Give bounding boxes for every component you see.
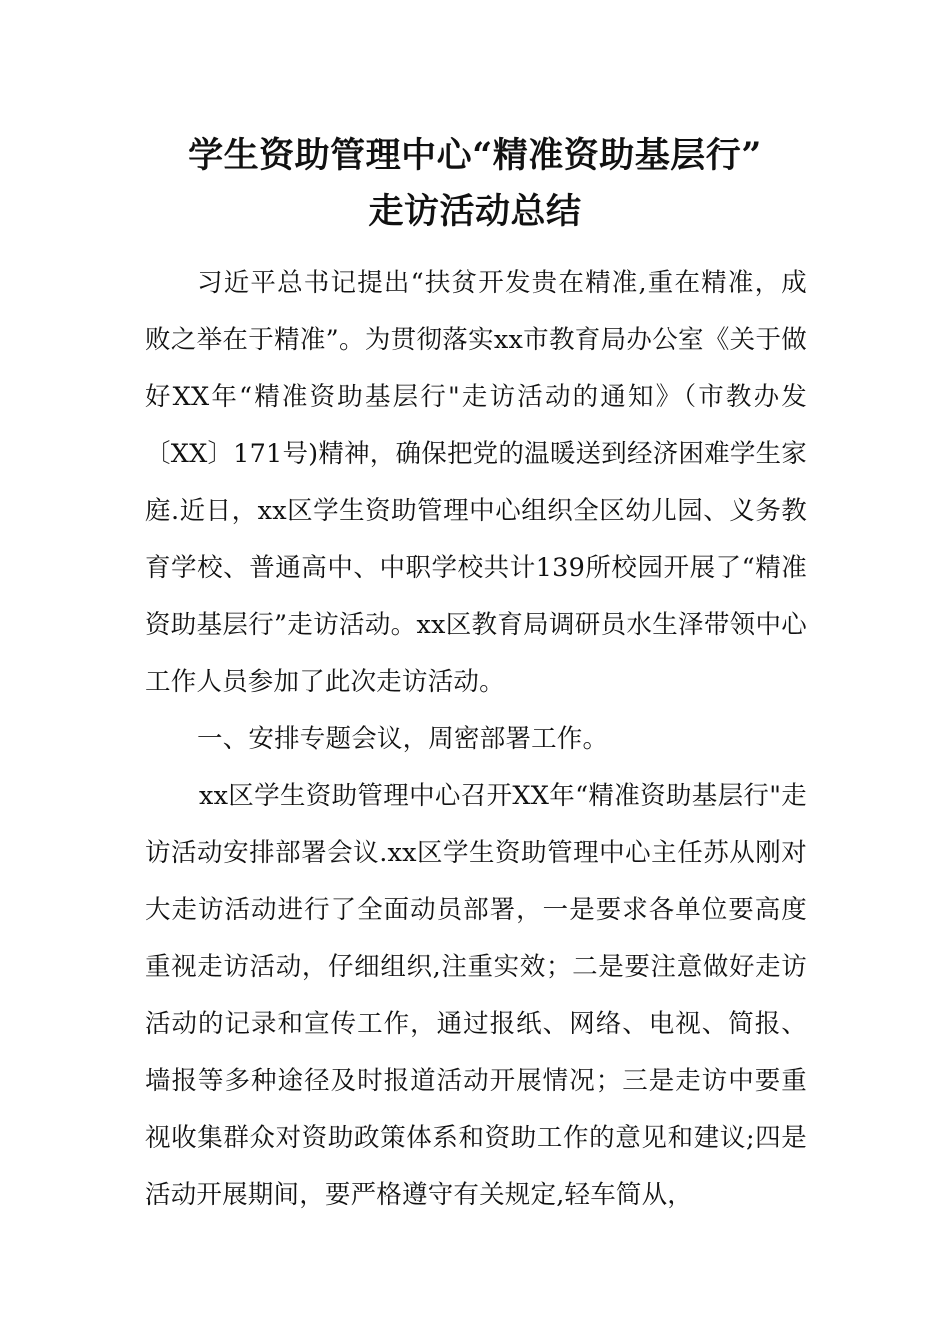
body-paragraph-section-1: xx区学生资助管理中心召开XX年“精准资助基层行"走访活动安排部署会议.xx区学生资助管理中心主任苏从刚对大走访活动进行了全面动员部署，一是要求各单位要高度重视走访活动，仔细组织,注重实效；二是要注意做好走访活动的记录和宣传工作，通过报纸、网络、电视、简报、墙报等多种途径及时报道活动开展情况；三是走访中要重视收集群众对资助政策体系和资助工作的意见和建议;四是活动开展期间，要严格遵守有关规定,轻车简从， — [145, 781, 807, 1210]
document-title-line-2: 走访活动总结 — [368, 191, 582, 232]
document-title-line-1: 学生资助管理中心“精准资助基层行” — [188, 135, 762, 176]
section-heading-1: 一、安排专题会议，周密部署工作。 — [197, 724, 609, 754]
body-paragraph-intro: 习近平总书记提出“扶贫开发贵在精准,重在精准，成败之举在于精准”。为贯彻落实xx市教育局办公室《关于做好XX年“精准资助基层行"走访活动的通知》（市教办发〔XX〕171号)精神，确保把党的温暖送到经济困难学生家庭.近日，xx区学生资助管理中心组织全区幼儿园、义务教育学校、普通高中、中职学校共计139所校园开展了“精准资助基层行”走访活动。xx区教育局调研员水生泽带领中心工作人员参加了此次走访活动。 — [145, 268, 807, 697]
